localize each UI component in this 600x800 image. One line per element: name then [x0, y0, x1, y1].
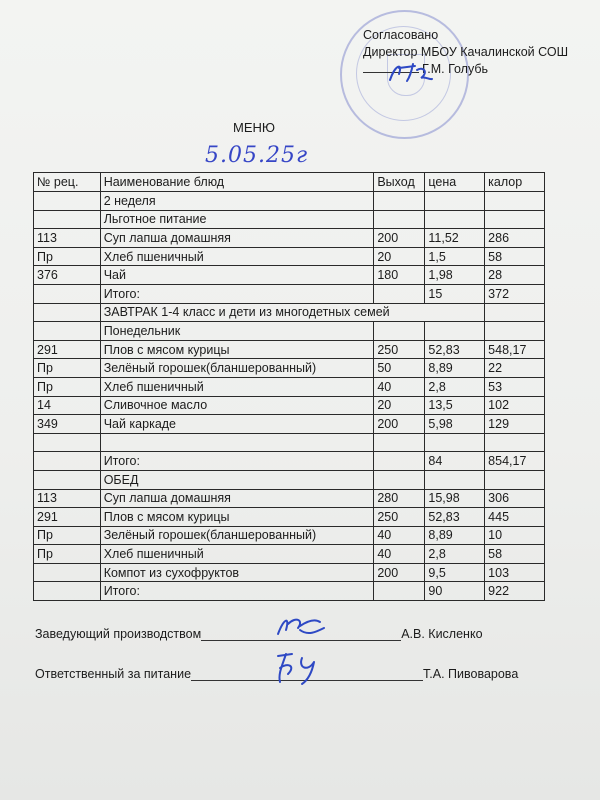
price-cell: 15: [425, 284, 485, 303]
recipe-number-cell: [34, 322, 101, 341]
table-row: [34, 433, 545, 452]
dish-name-cell: Чай: [100, 266, 374, 285]
dish-name-cell: Понедельник: [100, 322, 374, 341]
recipe-number-cell: [34, 192, 101, 211]
recipe-number-cell: Пр: [34, 526, 101, 545]
portion-cell: 200: [374, 563, 425, 582]
recipe-number-cell: [34, 563, 101, 582]
portion-cell: [374, 433, 425, 452]
portion-cell: 200: [374, 229, 425, 248]
price-cell: 8,89: [425, 526, 485, 545]
recipe-number-cell: 291: [34, 508, 101, 527]
portion-cell: 40: [374, 377, 425, 396]
price-cell: 11,52: [425, 229, 485, 248]
dish-name-cell: [100, 433, 374, 452]
price-cell: 2,8: [425, 545, 485, 564]
portion-cell: 250: [374, 340, 425, 359]
recipe-number-cell: 14: [34, 396, 101, 415]
approval-position: Директор МБОУ Качалинской СОШ: [363, 45, 569, 59]
recipe-number-cell: [34, 582, 101, 601]
table-row: [34, 508, 545, 527]
dish-name-cell: Суп лапша домашняя: [100, 489, 374, 508]
calories-cell: [485, 192, 545, 211]
table-row: [34, 582, 545, 601]
price-cell: 8,89: [425, 359, 485, 378]
portion-cell: [374, 192, 425, 211]
table-row: [34, 545, 545, 564]
dish-name-cell: ОБЕД: [100, 470, 374, 489]
price-cell: 2,8: [425, 377, 485, 396]
header-calories: калор: [485, 173, 545, 192]
recipe-number-cell: [34, 303, 101, 322]
table-row: [34, 470, 545, 489]
portion-cell: 200: [374, 415, 425, 434]
recipe-number-cell: Пр: [34, 247, 101, 266]
catering-responsible-label: Ответственный за питание: [35, 667, 192, 681]
recipe-number-cell: Пр: [34, 377, 101, 396]
dish-name-cell: Чай каркаде: [100, 415, 374, 434]
dish-name-cell: Итого:: [100, 452, 374, 471]
production-head-name: А.В. Кисленко: [401, 627, 483, 641]
table-row: [34, 396, 545, 415]
table-row: [34, 192, 545, 211]
table-row: [34, 526, 545, 545]
recipe-number-cell: [34, 284, 101, 303]
price-cell: 52,83: [425, 340, 485, 359]
price-cell: [425, 322, 485, 341]
table-row: [34, 563, 545, 582]
dish-name-cell: Сливочное масло: [100, 396, 374, 415]
portion-cell: 250: [374, 508, 425, 527]
recipe-number-cell: [34, 470, 101, 489]
dish-name-cell: Хлеб пшеничный: [100, 377, 374, 396]
handwritten-date: 5.05.25г: [205, 143, 309, 168]
price-cell: 84: [425, 452, 485, 471]
calories-cell: [485, 470, 545, 489]
price-cell: [425, 433, 485, 452]
approval-heading: Согласовано: [363, 28, 439, 42]
recipe-number-cell: Пр: [34, 545, 101, 564]
portion-cell: 180: [374, 266, 425, 285]
price-cell: 90: [425, 582, 485, 601]
portion-cell: [374, 470, 425, 489]
dish-name-cell: Хлеб пшеничный: [100, 545, 374, 564]
dish-name-cell: Льготное питание: [100, 210, 374, 229]
portion-cell: [374, 210, 425, 229]
header-portion: Выход: [374, 173, 425, 192]
dish-name-cell: ЗАВТРАК 1-4 класс и дети из многодетных семей: [100, 303, 484, 322]
portion-cell: [374, 322, 425, 341]
calories-cell: 286: [485, 229, 545, 248]
calories-cell: 58: [485, 545, 545, 564]
approval-signer-name: Г.М. Голубь: [422, 62, 489, 76]
catering-responsible-name: Т.А. Пивоварова: [423, 667, 519, 681]
portion-cell: 280: [374, 489, 425, 508]
calories-cell: 372: [485, 284, 545, 303]
table-row: [34, 340, 545, 359]
dish-name-cell: Хлеб пшеничный: [100, 247, 374, 266]
calories-cell: 58: [485, 247, 545, 266]
recipe-number-cell: [34, 433, 101, 452]
price-cell: 9,5: [425, 563, 485, 582]
calories-cell: 103: [485, 563, 545, 582]
price-cell: 5,98: [425, 415, 485, 434]
table-row: [34, 210, 545, 229]
calories-cell: 854,17: [485, 452, 545, 471]
price-cell: [425, 470, 485, 489]
table-row: [34, 247, 545, 266]
portion-cell: [374, 284, 425, 303]
header-price: цена: [425, 173, 485, 192]
production-head-signature: [270, 612, 330, 642]
portion-cell: [374, 452, 425, 471]
calories-cell: [485, 433, 545, 452]
calories-cell: 22: [485, 359, 545, 378]
menu-table: [33, 172, 545, 601]
dish-name-cell: Зелёный горошек(бланшерованный): [100, 526, 374, 545]
calories-cell: 102: [485, 396, 545, 415]
dish-name-cell: Суп лапша домашняя: [100, 229, 374, 248]
portion-cell: 20: [374, 396, 425, 415]
dish-name-cell: Итого:: [100, 582, 374, 601]
calories-cell: 922: [485, 582, 545, 601]
recipe-number-cell: 113: [34, 229, 101, 248]
dish-name-cell: Плов с мясом курицы: [100, 340, 374, 359]
calories-cell: 53: [485, 377, 545, 396]
portion-cell: [374, 582, 425, 601]
price-cell: [425, 192, 485, 211]
production-head-label: Заведующий производством: [35, 627, 202, 641]
table-header-row: [34, 173, 545, 192]
recipe-number-cell: Пр: [34, 359, 101, 378]
calories-cell: [485, 210, 545, 229]
portion-cell: 20: [374, 247, 425, 266]
recipe-number-cell: 113: [34, 489, 101, 508]
calories-cell: 28: [485, 266, 545, 285]
table-row: [34, 303, 545, 322]
table-row: [34, 229, 545, 248]
price-cell: 13,5: [425, 396, 485, 415]
table-row: [34, 415, 545, 434]
catering-responsible-signature: [268, 648, 328, 688]
table-row: [34, 377, 545, 396]
calories-cell: 445: [485, 508, 545, 527]
price-cell: 1,98: [425, 266, 485, 285]
calories-cell: 129: [485, 415, 545, 434]
header-recipe-number: № рец.: [34, 173, 101, 192]
calories-cell: 10: [485, 526, 545, 545]
recipe-number-cell: [34, 210, 101, 229]
dish-name-cell: 2 неделя: [100, 192, 374, 211]
dish-name-cell: Плов с мясом курицы: [100, 508, 374, 527]
header-dish-name: Наименование блюд: [100, 173, 374, 192]
calories-cell: [485, 322, 545, 341]
recipe-number-cell: 376: [34, 266, 101, 285]
table-row: [34, 322, 545, 341]
price-cell: 1,5: [425, 247, 485, 266]
calories-cell: 306: [485, 489, 545, 508]
recipe-number-cell: 291: [34, 340, 101, 359]
table-row: [34, 452, 545, 471]
calories-cell: 548,17: [485, 340, 545, 359]
table-row: [34, 284, 545, 303]
document-title: МЕНЮ: [233, 120, 276, 135]
footer-production-head: [35, 626, 483, 641]
portion-cell: 40: [374, 545, 425, 564]
price-cell: [425, 210, 485, 229]
price-cell: 15,98: [425, 489, 485, 508]
table-row: [34, 489, 545, 508]
dish-name-cell: Зелёный горошек(бланшерованный): [100, 359, 374, 378]
recipe-number-cell: [34, 452, 101, 471]
recipe-number-cell: 349: [34, 415, 101, 434]
table-row: [34, 266, 545, 285]
table-row: [34, 359, 545, 378]
calories-cell: [485, 303, 545, 322]
price-cell: 52,83: [425, 508, 485, 527]
dish-name-cell: Итого:: [100, 284, 374, 303]
portion-cell: 50: [374, 359, 425, 378]
dish-name-cell: Компот из сухофруктов: [100, 563, 374, 582]
director-signature: [385, 60, 435, 84]
portion-cell: 40: [374, 526, 425, 545]
